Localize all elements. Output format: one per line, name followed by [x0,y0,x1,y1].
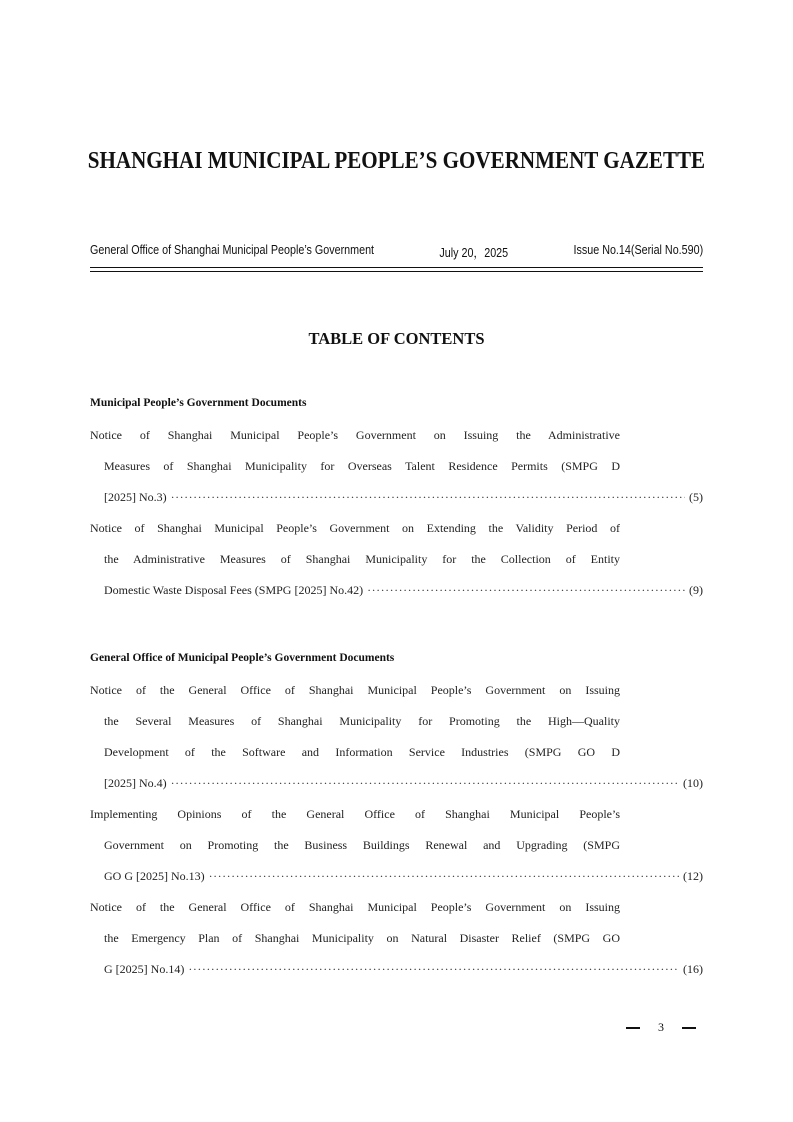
dash-left [626,1027,640,1029]
entry-line: Implementing Opinions of the General Office of Shanghai Municipal People’s [90,807,620,821]
entry-page-ref: (16) [683,962,703,976]
entry-line: Notice of Shanghai Municipal People’s Government on Extending the Validity Period of [90,521,620,535]
toc-title: TABLE OF CONTENTS [308,329,485,348]
dot-leader [171,490,685,505]
entry-final-line: GO G [2025] No.13) [104,869,205,883]
entry-leader-line [104,962,703,977]
entry-line: Development of the Software and Information Service Industries (SMPG GO D [104,745,620,759]
masthead-publisher: General Office of Shanghai Municipal People’s Government [90,243,375,257]
entry-line: Government on Promoting the Business Buildings Renewal and Upgrading (SMPG [104,838,620,852]
dash-right [682,1027,696,1029]
dot-leader [209,869,679,884]
entry-line: Notice of the General Office of Shanghai Municipal People’s Government on Issuing [90,900,620,914]
section-heading: General Office of Municipal People’s Government Documents [90,652,395,664]
entry-page-ref: (12) [683,869,703,883]
entry-leader-line [104,490,703,505]
entry-line: Notice of Shanghai Municipal People’s Government on Issuing the Administrative [90,428,620,442]
entry-line: Notice of the General Office of Shanghai Municipal People’s Government on Issuing [90,683,620,697]
dot-leader [367,583,685,598]
page-footer [626,1020,696,1035]
entry-final-line: [2025] No.4) [104,776,167,790]
section-heading: Municipal People’s Government Documents [90,397,307,409]
page-number: 3 [658,1020,664,1034]
dot-leader [188,962,679,977]
entry-final-line: [2025] No.3) [104,490,167,504]
entry-line: the Administrative Measures of Shanghai Municipality for the Collection of Entity [104,552,620,566]
masthead-rule-thick [90,267,703,268]
entry-page-ref: (10) [683,776,703,790]
entry-leader-line [104,869,703,884]
masthead-issue: Issue No.14(Serial No.590) [573,243,704,257]
entry-final-line: Domestic Waste Disposal Fees (SMPG [2025] No.42) [104,583,364,597]
masthead-date: July 20，2025 [439,246,509,260]
masthead [90,243,703,261]
entry-line: the Several Measures of Shanghai Municipality for Promoting the High—Quality [104,714,620,728]
entry-line: the Emergency Plan of Shanghai Municipality on Natural Disaster Relief (SMPG GO [104,931,620,945]
entry-final-line: G [2025] No.14) [104,962,185,976]
gazette-title: SHANGHAI MUNICIPAL PEOPLE’S GOVERNMENT GAZETTE [87,147,706,174]
entry-line: Measures of Shanghai Municipality for Overseas Talent Residence Permits (SMPG D [104,459,620,473]
dot-leader [171,776,679,791]
entry-leader-line [104,776,703,791]
entry-page-ref: (9) [689,583,703,597]
entry-leader-line [104,583,703,598]
masthead-rule-thin [90,271,703,272]
entry-page-ref: (5) [689,490,703,504]
